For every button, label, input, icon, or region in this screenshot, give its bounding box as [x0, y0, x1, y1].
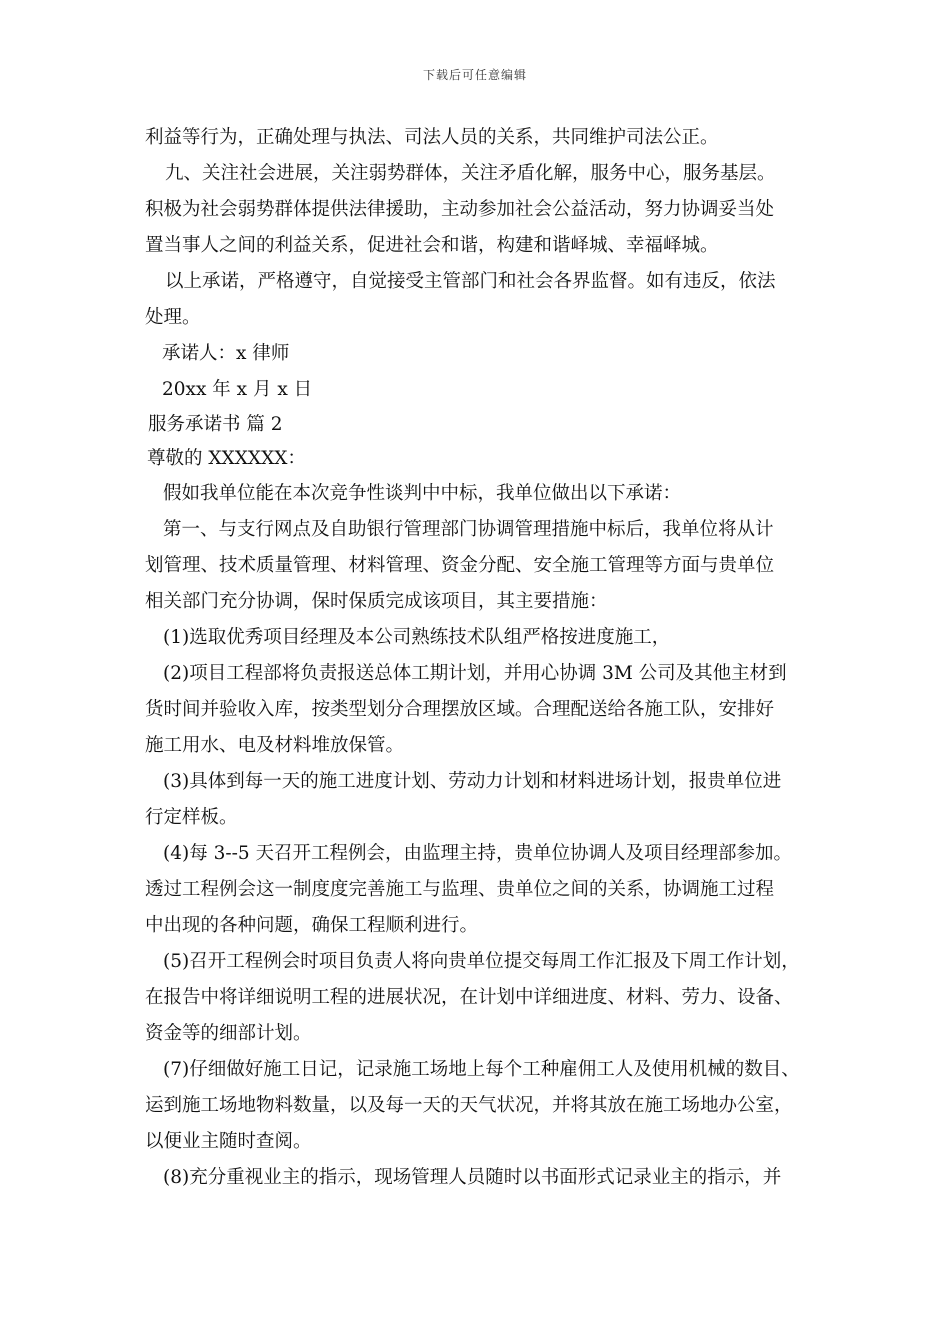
salutation-line: 尊敬的 XXXXXX：: [147, 448, 306, 469]
paragraph-line: 划管理、技术质量管理、材料管理、资金分配、安全施工管理等方面与贵单位: [145, 555, 775, 576]
paragraph-line: 货时间并验收入库，按类型划分合理摆放区域。合理配送给各施工队，安排好: [145, 699, 775, 720]
paragraph-line: 第一、与支行网点及自助银行管理部门协调管理措施中标后，我单位将从计: [163, 519, 774, 540]
list-item: (8)充分重视业主的指示，现场管理人员随时以书面形式记录业主的指示，并: [163, 1167, 782, 1188]
paragraph-line: 施工用水、电及材料堆放保管。: [145, 735, 405, 756]
paragraph-line: 以便业主随时查阅。: [145, 1131, 312, 1152]
paragraph-line: 运到施工场地物料数量，以及每一天的天气状况，并将其放在施工场地办公室，: [145, 1095, 793, 1116]
list-item: (5)召开工程例会时项目负责人将向贵单位提交每周工作汇报及下周工作计划，: [163, 951, 800, 972]
paragraph-line: 假如我单位能在本次竞争性谈判中中标，我单位做出以下承诺：: [163, 483, 682, 504]
document-body: [145, 120, 815, 1196]
paragraph-line: 中出现的各种问题，确保工程顺利进行。: [145, 915, 479, 936]
paragraph-line: 置当事人之间的利益关系，促进社会和谐，构建和谐峄城、幸福峄城。: [145, 235, 719, 256]
paragraph-line: 利益等行为，正确处理与执法、司法人员的关系，共同维护司法公正。: [145, 127, 719, 148]
section-heading: 服务承诺书 篇 2: [148, 414, 283, 435]
paragraph-line: 相关部门充分协调，保时保质完成该项目，其主要措施：: [145, 591, 608, 612]
paragraph-line: 行定样板。: [145, 807, 238, 828]
paragraph-line: 透过工程例会这一制度度完善施工与监理、贵单位之间的关系，协调施工过程: [145, 879, 775, 900]
list-item: (2)项目工程部将负责报送总体工期计划，并用心协调 3M 公司及其他主材到: [163, 663, 787, 684]
signatory-line: 承诺人：x 律师: [162, 343, 290, 364]
date-line: 20xx 年 x 月 x 日: [162, 379, 313, 400]
paragraph-line: 积极为社会弱势群体提供法律援助，主动参加社会公益活动，努力协调妥当处: [145, 199, 775, 220]
page-header: 下载后可任意编辑: [422, 68, 527, 82]
paragraph-line: 以上承诺，严格遵守，自觉接受主管部门和社会各界监督。如有违反，依法: [165, 271, 776, 292]
paragraph-line: 资金等的细部计划。: [145, 1023, 312, 1044]
list-item: (4)每 3--5 天召开工程例会，由监理主持，贵单位协调人及项目经理部参加。: [163, 843, 793, 864]
list-item: (1)选取优秀项目经理及本公司熟练技术队组严格按进度施工，: [163, 627, 671, 648]
paragraph-line: 九、关注社会进展，关注弱势群体，关注矛盾化解，服务中心，服务基层。: [165, 163, 776, 184]
list-item: (7)仔细做好施工日记，记录施工场地上每个工种雇佣工人及使用机械的数目、: [163, 1059, 800, 1080]
list-item: (3)具体到每一天的施工进度计划、劳动力计划和材料进场计划，报贵单位进: [163, 771, 782, 792]
paragraph-line: 处理。: [145, 307, 201, 328]
paragraph-line: 在报告中将详细说明工程的进展状况，在计划中详细进度、材料、劳力、设备、: [145, 987, 793, 1008]
